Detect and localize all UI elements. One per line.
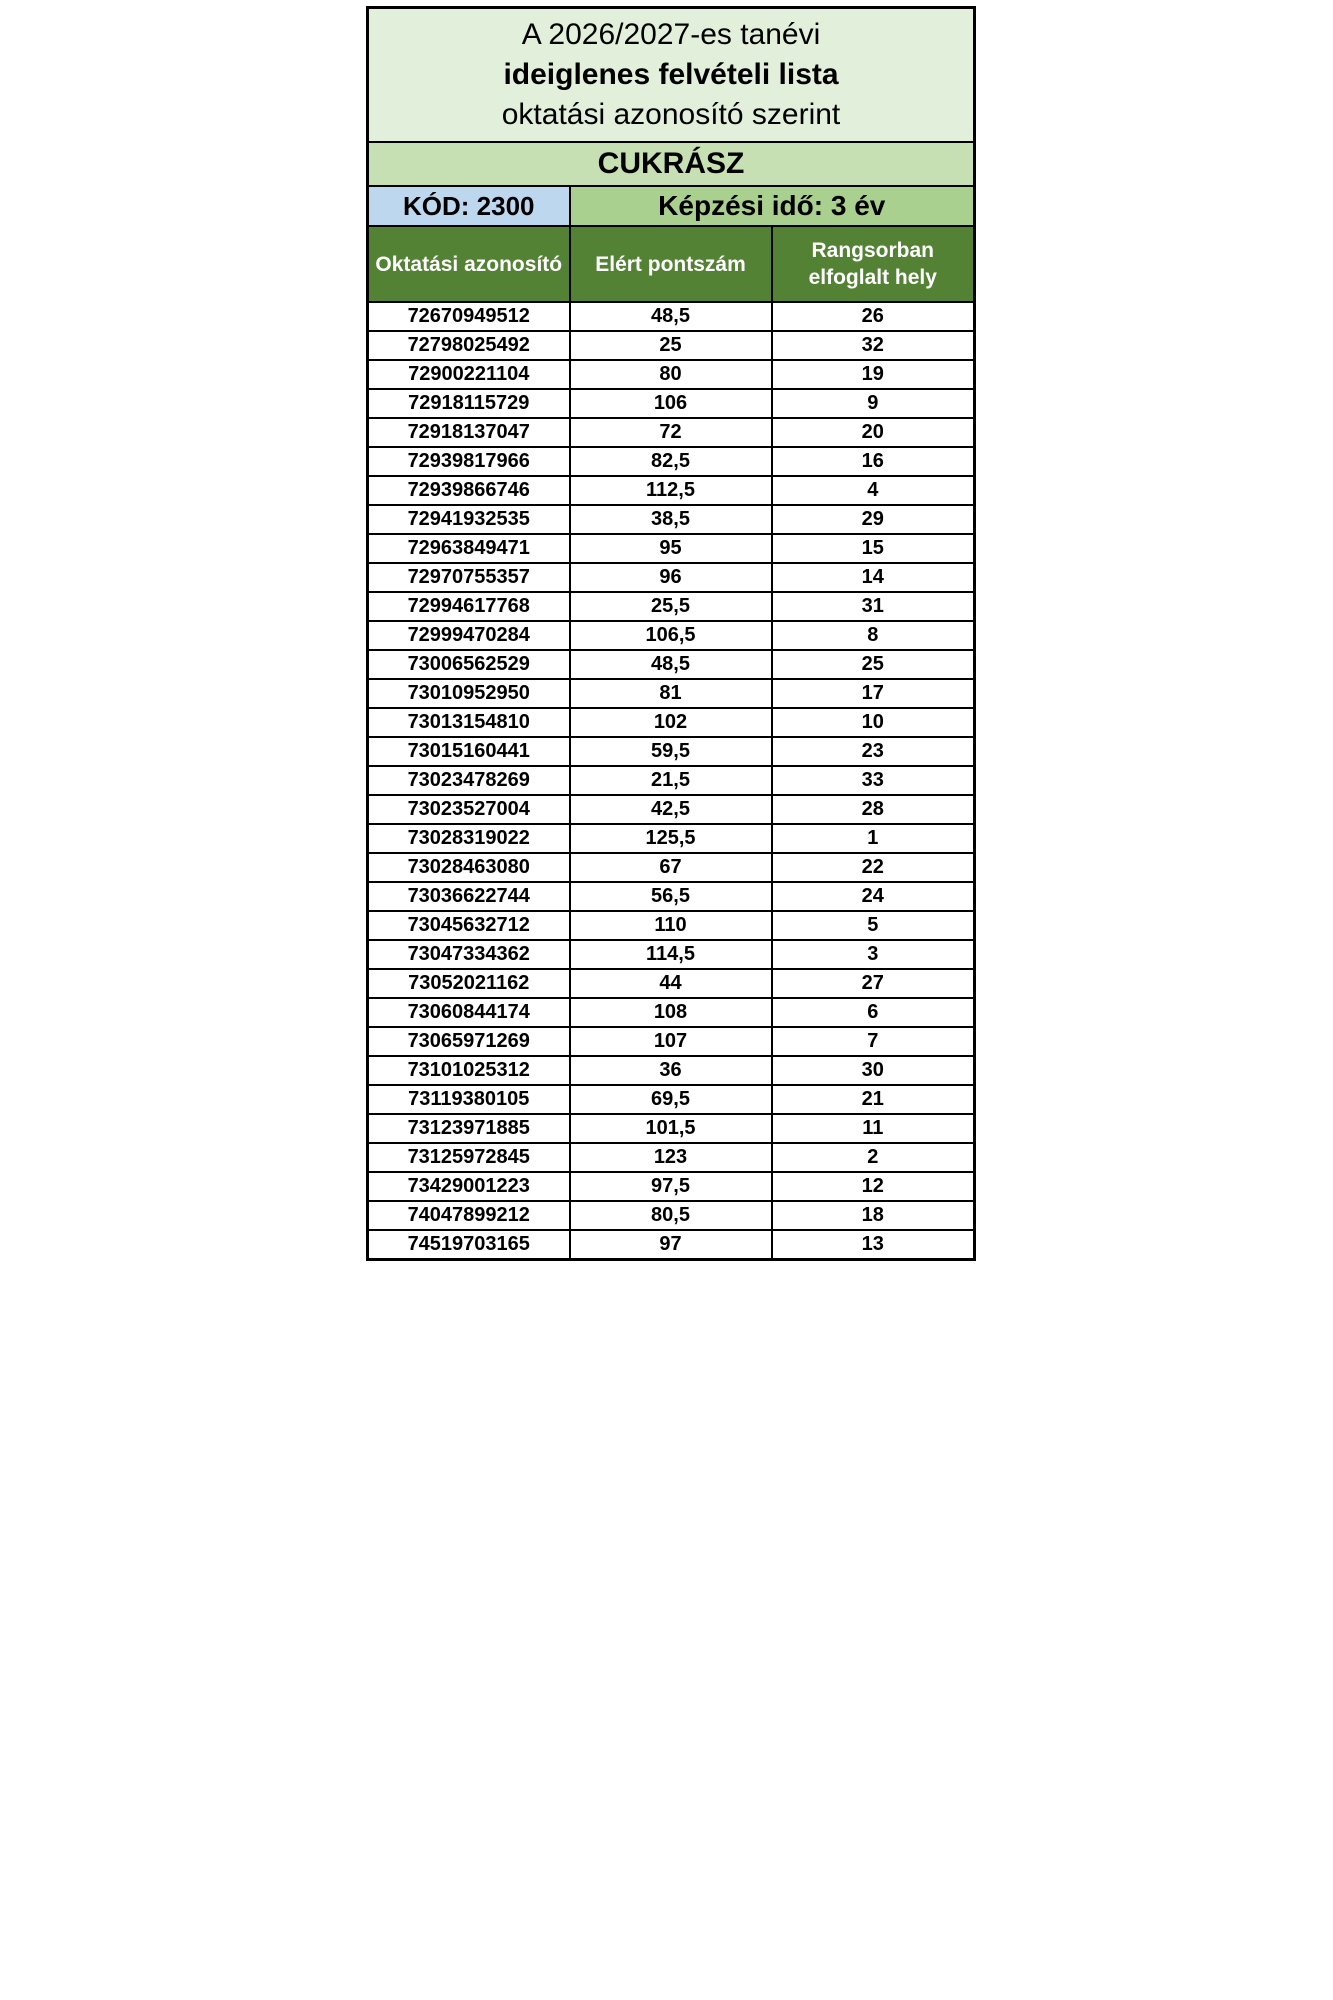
score-cell: 123	[570, 1143, 772, 1172]
student-id-cell: 72999470284	[368, 621, 570, 650]
score-cell: 80	[570, 360, 772, 389]
student-id-cell: 72918137047	[368, 418, 570, 447]
score-cell: 48,5	[570, 650, 772, 679]
student-id-cell: 73060844174	[368, 998, 570, 1027]
table-row	[368, 1201, 975, 1230]
rank-cell: 16	[772, 447, 975, 476]
rank-cell: 7	[772, 1027, 975, 1056]
rank-cell: 26	[772, 302, 975, 331]
rank-cell: 2	[772, 1143, 975, 1172]
program-row	[368, 142, 975, 186]
student-id-cell: 72970755357	[368, 563, 570, 592]
rank-cell: 6	[772, 998, 975, 1027]
score-cell: 42,5	[570, 795, 772, 824]
rank-cell: 1	[772, 824, 975, 853]
table-row	[368, 563, 975, 592]
score-cell: 82,5	[570, 447, 772, 476]
score-cell: 97,5	[570, 1172, 772, 1201]
table-row	[368, 476, 975, 505]
rank-cell: 9	[772, 389, 975, 418]
table-row	[368, 679, 975, 708]
table-row	[368, 418, 975, 447]
student-id-cell: 73036622744	[368, 882, 570, 911]
score-cell: 102	[570, 708, 772, 737]
rank-cell: 18	[772, 1201, 975, 1230]
student-id-cell: 73123971885	[368, 1114, 570, 1143]
student-id-cell: 73023527004	[368, 795, 570, 824]
student-id-cell: 73028463080	[368, 853, 570, 882]
rank-cell: 30	[772, 1056, 975, 1085]
training-duration: Képzési idő: 3 év	[570, 186, 975, 226]
score-cell: 80,5	[570, 1201, 772, 1230]
score-cell: 72	[570, 418, 772, 447]
student-id-cell: 73006562529	[368, 650, 570, 679]
student-id-cell: 72798025492	[368, 331, 570, 360]
student-id-cell: 72900221104	[368, 360, 570, 389]
table-row	[368, 824, 975, 853]
table-row	[368, 302, 975, 331]
program-name: CUKRÁSZ	[368, 142, 975, 186]
student-id-cell: 73429001223	[368, 1172, 570, 1201]
rank-cell: 28	[772, 795, 975, 824]
score-cell: 21,5	[570, 766, 772, 795]
score-cell: 56,5	[570, 882, 772, 911]
student-id-cell: 73047334362	[368, 940, 570, 969]
student-id-cell: 72963849471	[368, 534, 570, 563]
student-id-cell: 74519703165	[368, 1230, 570, 1260]
rank-cell: 10	[772, 708, 975, 737]
table-row	[368, 1056, 975, 1085]
table-row	[368, 1027, 975, 1056]
rank-cell: 8	[772, 621, 975, 650]
score-cell: 44	[570, 969, 772, 998]
title-row	[368, 8, 975, 143]
table-row	[368, 650, 975, 679]
program-code: KÓD: 2300	[368, 186, 570, 226]
table-row	[368, 621, 975, 650]
student-id-cell: 72670949512	[368, 302, 570, 331]
rank-cell: 20	[772, 418, 975, 447]
table-row	[368, 853, 975, 882]
admission-list-table	[366, 6, 976, 1261]
student-id-cell: 73045632712	[368, 911, 570, 940]
rank-cell: 15	[772, 534, 975, 563]
rank-cell: 25	[772, 650, 975, 679]
student-id-cell: 73010952950	[368, 679, 570, 708]
table-row	[368, 592, 975, 621]
score-cell: 106,5	[570, 621, 772, 650]
column-header-student-id: Oktatási azonosító	[368, 226, 570, 302]
table-row	[368, 389, 975, 418]
rank-cell: 5	[772, 911, 975, 940]
rank-cell: 31	[772, 592, 975, 621]
table-row	[368, 1143, 975, 1172]
score-cell: 114,5	[570, 940, 772, 969]
rank-cell: 33	[772, 766, 975, 795]
code-duration-row	[368, 186, 975, 226]
column-header-row	[368, 226, 975, 302]
score-cell: 81	[570, 679, 772, 708]
rank-cell: 23	[772, 737, 975, 766]
score-cell: 48,5	[570, 302, 772, 331]
table-row	[368, 998, 975, 1027]
table-row	[368, 882, 975, 911]
rank-cell: 27	[772, 969, 975, 998]
rank-cell: 13	[772, 1230, 975, 1260]
score-cell: 67	[570, 853, 772, 882]
score-cell: 36	[570, 1056, 772, 1085]
title-line-school-year: A 2026/2027-es tanévi	[521, 18, 821, 51]
title-line-list-name: ideiglenes felvételi lista	[503, 58, 839, 91]
score-cell: 25,5	[570, 592, 772, 621]
score-cell: 110	[570, 911, 772, 940]
score-cell: 106	[570, 389, 772, 418]
student-id-cell: 73052021162	[368, 969, 570, 998]
rank-cell: 3	[772, 940, 975, 969]
table-row	[368, 708, 975, 737]
table-row	[368, 534, 975, 563]
rank-cell: 11	[772, 1114, 975, 1143]
student-id-cell: 72941932535	[368, 505, 570, 534]
score-cell: 97	[570, 1230, 772, 1260]
rank-cell: 24	[772, 882, 975, 911]
rank-cell: 17	[772, 679, 975, 708]
score-cell: 112,5	[570, 476, 772, 505]
student-id-cell: 73119380105	[368, 1085, 570, 1114]
score-cell: 69,5	[570, 1085, 772, 1114]
student-id-cell: 74047899212	[368, 1201, 570, 1230]
table-row	[368, 766, 975, 795]
rank-cell: 21	[772, 1085, 975, 1114]
column-header-score: Elért pontszám	[570, 226, 772, 302]
table-row	[368, 737, 975, 766]
table-row	[368, 795, 975, 824]
rank-cell: 29	[772, 505, 975, 534]
table-row	[368, 360, 975, 389]
student-id-cell: 73023478269	[368, 766, 570, 795]
student-id-cell: 73125972845	[368, 1143, 570, 1172]
table-row	[368, 447, 975, 476]
rank-cell: 4	[772, 476, 975, 505]
rank-cell: 14	[772, 563, 975, 592]
score-cell: 95	[570, 534, 772, 563]
table-row	[368, 969, 975, 998]
student-id-cell: 72994617768	[368, 592, 570, 621]
table-row	[368, 505, 975, 534]
student-id-cell: 73028319022	[368, 824, 570, 853]
score-cell: 107	[570, 1027, 772, 1056]
score-cell: 108	[570, 998, 772, 1027]
student-id-cell: 73013154810	[368, 708, 570, 737]
score-cell: 38,5	[570, 505, 772, 534]
table-row	[368, 1085, 975, 1114]
rank-cell: 19	[772, 360, 975, 389]
table-row	[368, 331, 975, 360]
table-row	[368, 1114, 975, 1143]
rank-cell: 12	[772, 1172, 975, 1201]
score-cell: 25	[570, 331, 772, 360]
table-row	[368, 911, 975, 940]
student-id-cell: 73015160441	[368, 737, 570, 766]
title-line-sort-order: oktatási azonosító szerint	[501, 98, 841, 131]
score-cell: 59,5	[570, 737, 772, 766]
student-id-cell: 73101025312	[368, 1056, 570, 1085]
score-cell: 125,5	[570, 824, 772, 853]
score-cell: 101,5	[570, 1114, 772, 1143]
student-id-cell: 72939866746	[368, 476, 570, 505]
score-cell: 96	[570, 563, 772, 592]
student-id-cell: 72918115729	[368, 389, 570, 418]
table-row	[368, 1230, 975, 1260]
rank-cell: 32	[772, 331, 975, 360]
table-row	[368, 940, 975, 969]
student-id-cell: 72939817966	[368, 447, 570, 476]
rank-cell: 22	[772, 853, 975, 882]
column-header-rank: Rangsorban elfoglalt hely	[772, 226, 975, 302]
table-row	[368, 1172, 975, 1201]
student-id-cell: 73065971269	[368, 1027, 570, 1056]
document-title	[368, 8, 975, 143]
